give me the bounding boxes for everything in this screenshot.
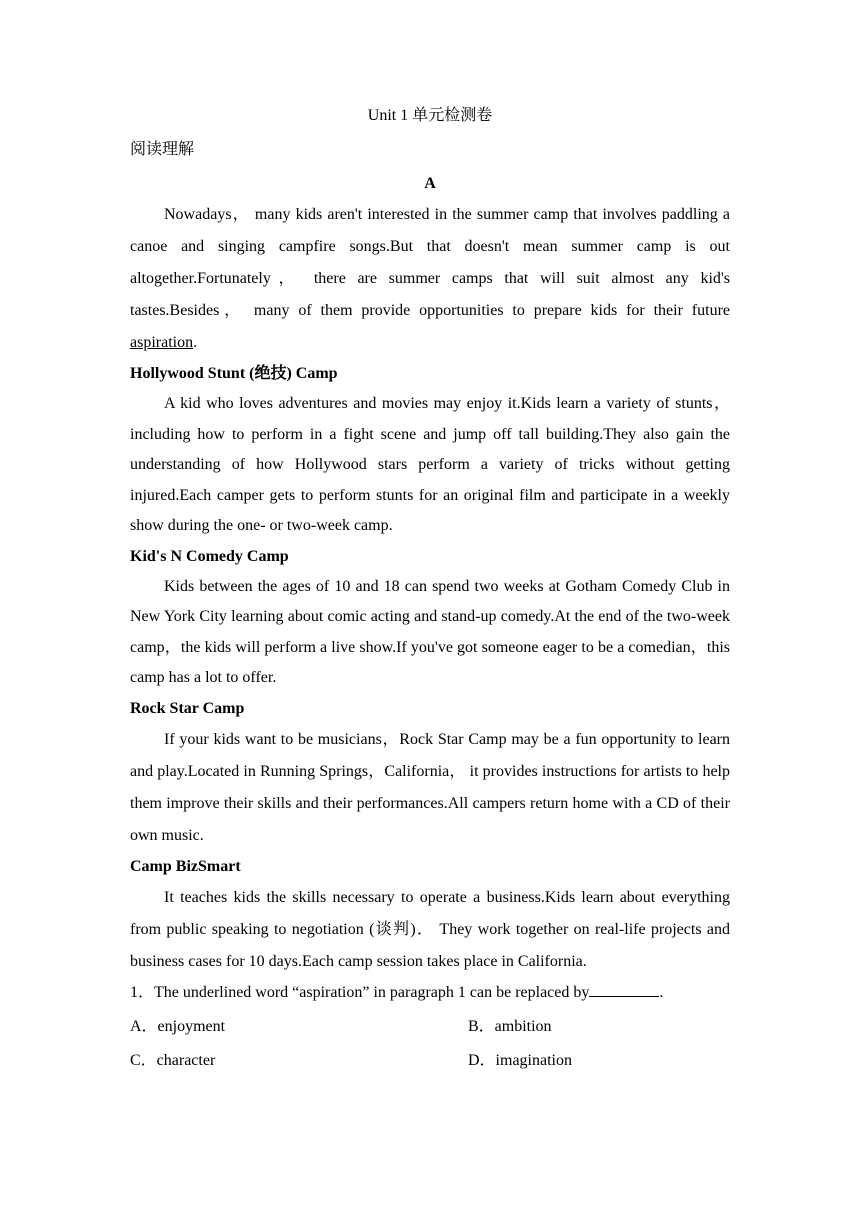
camp-text-bizsmart: It teaches kids the skills necessary to operate a business.Kids learn about everything from public speaking to negotiation (谈判)． They work together on real-life projects and business cases for 10 days.Each camp session takes place in California. [130,888,730,970]
camp-title-rockstar: Rock Star Camp [130,699,245,717]
option-c: C．character [130,1051,216,1069]
camp-text-hollywood: A kid who loves adventures and movies may enjoy it.Kids learn a variety of stunts，including how to perform in a fight scene and jump off tall building.They also gain the understanding of how Hollywood stars perform a variety of tricks without getting injured.Each camper gets to perform stunts for an original film and participate in a weekly show during the one- or two-week camp. [130,395,730,534]
option-a: A．enjoyment [130,1017,226,1035]
section-label: 阅读理解 [130,141,195,158]
document-page [130,103,730,1076]
page-title: Unit 1 单元检测卷 [367,107,493,124]
question-1-options [130,1012,730,1076]
intro-end: . [193,334,198,351]
answer-blank [589,980,659,997]
camp-text-comedy: Kids between the ages of 10 and 18 can spend two weeks at Gotham Comedy Club in New York City learning about comic acting and stand-up comedy.At the end of the two-week camp，the kids will perform a live show.If you've got someone eager to be a comedian，this camp has a lot to offer. [130,577,730,686]
question-stem-end: . [659,983,664,1001]
camp-title-hollywood: Hollywood Stunt (绝技) Camp [130,365,338,382]
camp-text-rockstar: If your kids want to be musicians，Rock Star Camp may be a fun opportunity to learn and play.Located in Running Springs，California， it provides instructions for artists to help them improve their skills and their performances.All campers return home with a CD of their own music. [130,730,730,844]
option-d: D．imagination [468,1051,572,1069]
intro-text: Nowadays， many kids aren't interested in the summer camp that involves paddling a canoe and singing campfire songs.But that doesn't mean summer camp is out altogether.Fortunately， there are summer camps that will suit almost any kid's tastes.Besides， many of them provide opportunities to prepare kids for their future [130,206,730,319]
camp-title-comedy: Kid's N Comedy Camp [130,547,289,565]
intro-paragraph [130,199,730,359]
option-b: B．ambition [468,1017,552,1035]
question-stem: 1．The underlined word “aspiration” in paragraph 1 can be replaced by [130,983,590,1001]
underlined-word: aspiration [130,334,194,351]
passage-letter: A [424,175,436,192]
question-1 [130,978,730,1008]
camp-title-bizsmart: Camp BizSmart [130,857,241,875]
